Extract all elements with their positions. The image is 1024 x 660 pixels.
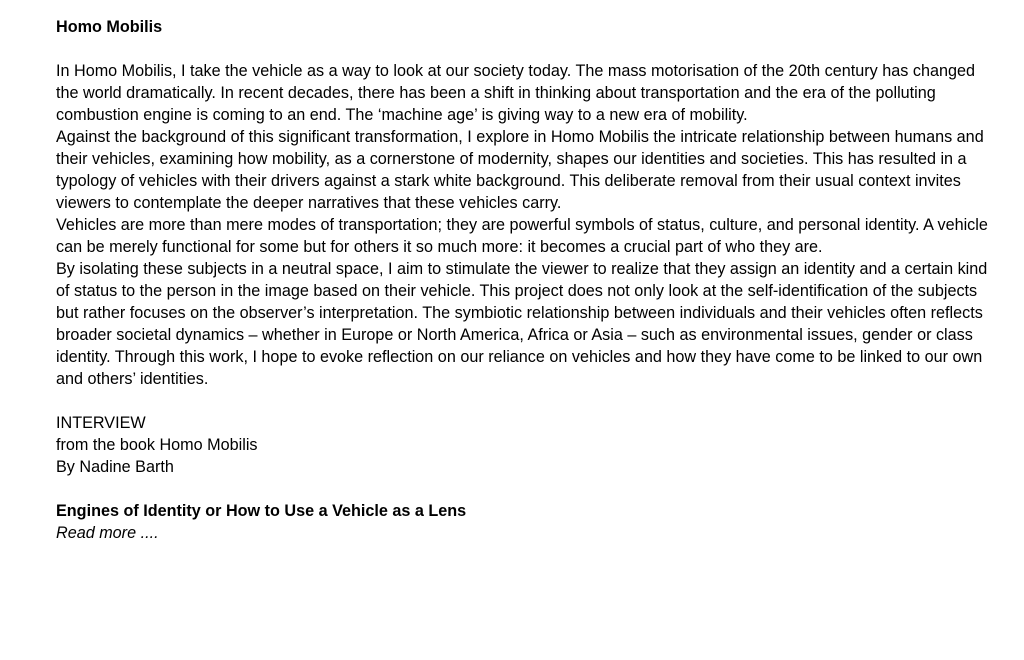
article-title: Engines of Identity or How to Use a Vehicle as a Lens bbox=[56, 502, 467, 520]
interview-source: from the book Homo Mobilis bbox=[56, 436, 258, 454]
paragraph-isolation: By isolating these subjects in a neutral space, I aim to stimulate the viewer to realize that they assign an identity and a certain kind of status to the person in the image based on their vehicle. This project does not only look at the self-identification of the subjects but rather focuses on the observer’s interpretation. The symbiotic relationship between individuals and their vehicles often reflects broader societal dynamics – whether in Europe or North America, Africa or Asia – such as environmental issues, gender or class identity. Through this work, I hope to evoke reflection on our reliance on vehicles and how they have come to be linked to our own and others’ identities. bbox=[56, 260, 988, 388]
page-title: Homo Mobilis bbox=[56, 18, 163, 36]
spacer bbox=[56, 478, 996, 500]
read-more-link[interactable]: Read more .... bbox=[56, 524, 159, 542]
document-body bbox=[56, 16, 996, 544]
spacer bbox=[56, 38, 996, 60]
paragraph-symbols: Vehicles are more than mere modes of transportation; they are powerful symbols of status, culture, and personal identity. A vehicle can be merely functional for some but for others it so much more: it becomes a crucial part of who they are. bbox=[56, 216, 988, 256]
paragraph-background: Against the background of this significant transformation, I explore in Homo Mobilis the intricate relationship between humans and their vehicles, examining how mobility, as a cornerstone of modernity, shapes our identities and societies. This has resulted in a typology of vehicles with their drivers against a stark white background. This deliberate removal from their usual context invites viewers to contemplate the deeper narratives that these vehicles carry. bbox=[56, 128, 984, 212]
spacer bbox=[56, 390, 996, 412]
paragraph-intro: In Homo Mobilis, I take the vehicle as a way to look at our society today. The mass motorisation of the 20th century has changed the world dramatically. In recent decades, there has been a shift in thinking about transportation and the era of the polluting combustion engine is coming to an end. The ‘machine age’ is giving way to a new era of mobility. bbox=[56, 62, 975, 124]
interview-author: By Nadine Barth bbox=[56, 458, 174, 476]
interview-heading: INTERVIEW bbox=[56, 414, 146, 432]
